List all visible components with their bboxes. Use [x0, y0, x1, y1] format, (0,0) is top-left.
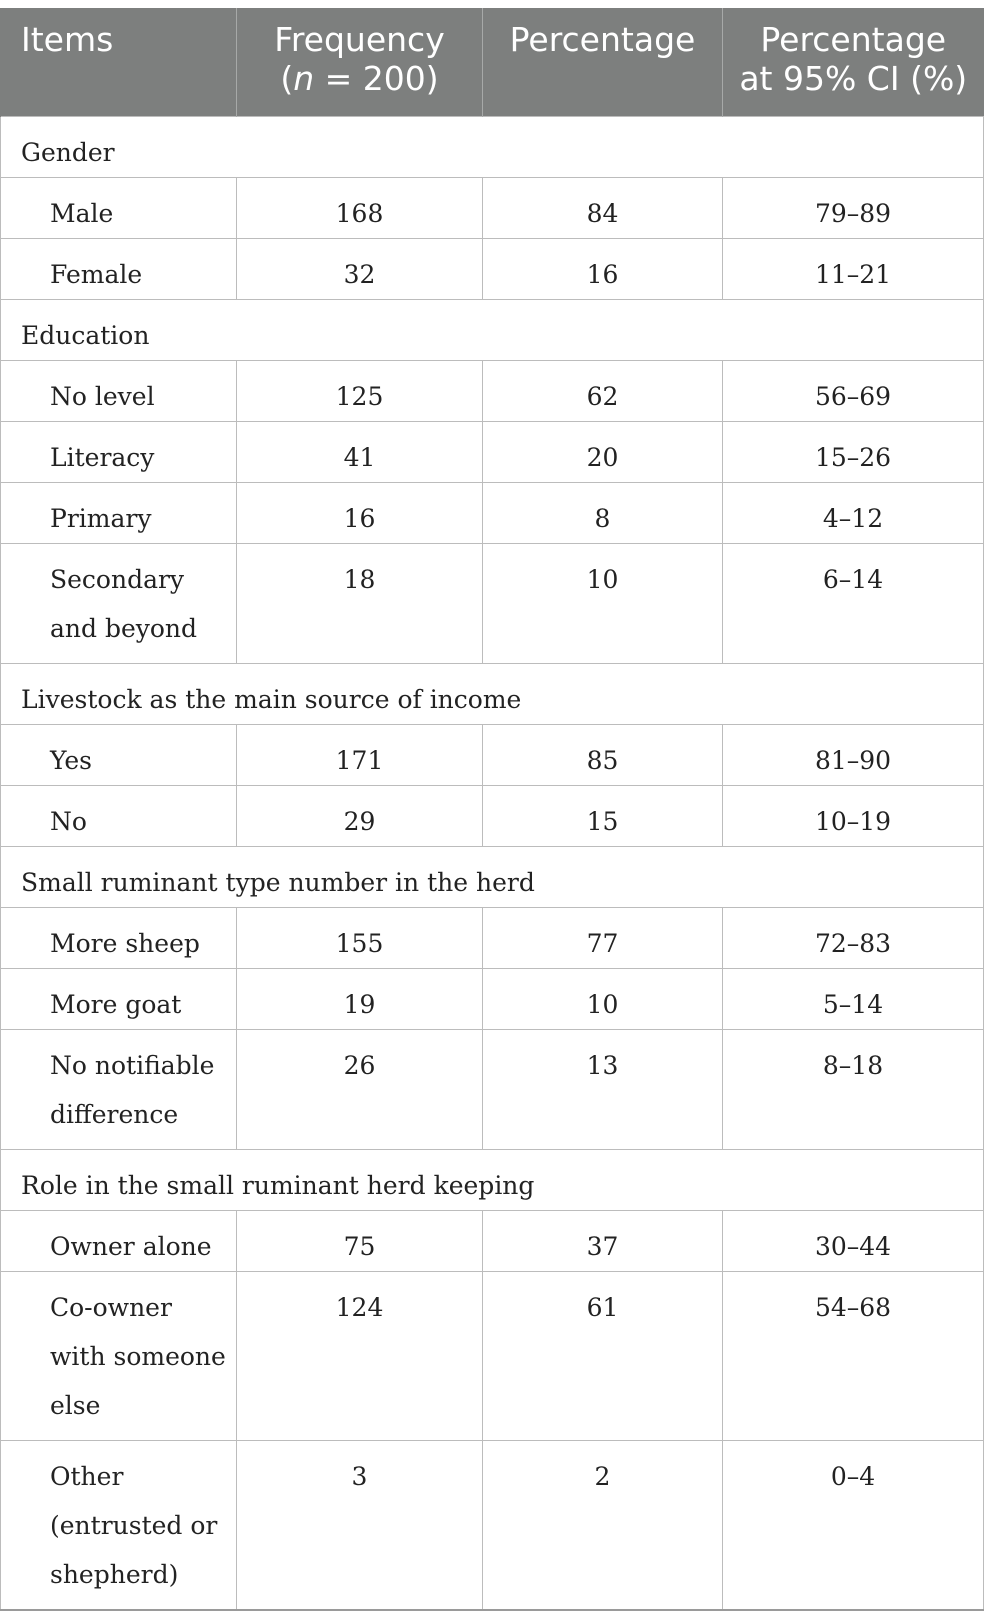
ci-cell: 56–69 [723, 360, 984, 421]
ci-cell: 10–19 [723, 785, 984, 846]
percentage-cell: 2 [483, 1440, 723, 1610]
percentage-cell: 61 [483, 1271, 723, 1440]
ci-cell: 8–18 [723, 1029, 984, 1149]
frequency-cell: 26 [237, 1029, 483, 1149]
table-row [1, 238, 984, 299]
table-row [1, 421, 984, 482]
ci-cell: 5–14 [723, 968, 984, 1029]
table-row [1, 177, 984, 238]
category-row [1, 116, 984, 177]
table-row [1, 968, 984, 1029]
table-row [1, 482, 984, 543]
percentage-cell: 16 [483, 238, 723, 299]
item-cell: Female [1, 238, 237, 299]
frequency-cell: 19 [237, 968, 483, 1029]
frequency-cell: 168 [237, 177, 483, 238]
table-row [1, 360, 984, 421]
percentage-cell: 8 [483, 482, 723, 543]
ci-cell: 6–14 [723, 543, 984, 663]
ci-cell: 15–26 [723, 421, 984, 482]
header-row [1, 8, 984, 116]
frequency-cell: 171 [237, 724, 483, 785]
table-row [1, 785, 984, 846]
percentage-cell: 84 [483, 177, 723, 238]
item-cell: Yes [1, 724, 237, 785]
header-frequency: Frequency (n = 200) [237, 8, 483, 116]
percentage-cell: 85 [483, 724, 723, 785]
frequency-cell: 29 [237, 785, 483, 846]
percentage-cell: 15 [483, 785, 723, 846]
ci-cell: 72–83 [723, 907, 984, 968]
frequency-cell: 16 [237, 482, 483, 543]
frequency-cell: 18 [237, 543, 483, 663]
frequency-cell: 32 [237, 238, 483, 299]
category-label: Small ruminant type number in the herd [1, 846, 984, 907]
ci-cell: 81–90 [723, 724, 984, 785]
table-row [1, 907, 984, 968]
item-cell: Secondary and beyond [1, 543, 237, 663]
ci-cell: 30–44 [723, 1210, 984, 1271]
table-row [1, 1210, 984, 1271]
category-row [1, 663, 984, 724]
category-label: Education [1, 299, 984, 360]
header-percentage: Percentage [483, 8, 723, 116]
item-cell: More sheep [1, 907, 237, 968]
frequency-cell: 41 [237, 421, 483, 482]
table-row [1, 543, 984, 663]
item-cell: No notifiable difference [1, 1029, 237, 1149]
item-cell: More goat [1, 968, 237, 1029]
percentage-cell: 37 [483, 1210, 723, 1271]
ci-cell: 79–89 [723, 177, 984, 238]
item-cell: No [1, 785, 237, 846]
frequency-cell: 3 [237, 1440, 483, 1610]
category-row [1, 299, 984, 360]
demographics-table [0, 8, 984, 1611]
frequency-cell: 155 [237, 907, 483, 968]
item-cell: Other (entrusted or shepherd) [1, 1440, 237, 1610]
table-row [1, 1440, 984, 1610]
item-cell: Literacy [1, 421, 237, 482]
category-label: Role in the small ruminant herd keeping [1, 1149, 984, 1210]
category-label: Gender [1, 116, 984, 177]
ci-cell: 0–4 [723, 1440, 984, 1610]
item-cell: Primary [1, 482, 237, 543]
table-row [1, 1029, 984, 1149]
percentage-cell: 20 [483, 421, 723, 482]
category-row [1, 1149, 984, 1210]
percentage-cell: 10 [483, 968, 723, 1029]
ci-cell: 11–21 [723, 238, 984, 299]
ci-cell: 4–12 [723, 482, 984, 543]
header-items: Items [1, 8, 237, 116]
item-cell: Male [1, 177, 237, 238]
header-ci: Percentage at 95% CI (%) [723, 8, 984, 116]
table-row [1, 1271, 984, 1440]
item-cell: Co-owner with someone else [1, 1271, 237, 1440]
category-row [1, 846, 984, 907]
percentage-cell: 62 [483, 360, 723, 421]
percentage-cell: 13 [483, 1029, 723, 1149]
table-row [1, 724, 984, 785]
frequency-cell: 124 [237, 1271, 483, 1440]
frequency-cell: 125 [237, 360, 483, 421]
percentage-cell: 10 [483, 543, 723, 663]
percentage-cell: 77 [483, 907, 723, 968]
category-label: Livestock as the main source of income [1, 663, 984, 724]
item-cell: No level [1, 360, 237, 421]
ci-cell: 54–68 [723, 1271, 984, 1440]
frequency-cell: 75 [237, 1210, 483, 1271]
header-frequency-n: n [293, 59, 315, 98]
item-cell: Owner alone [1, 1210, 237, 1271]
